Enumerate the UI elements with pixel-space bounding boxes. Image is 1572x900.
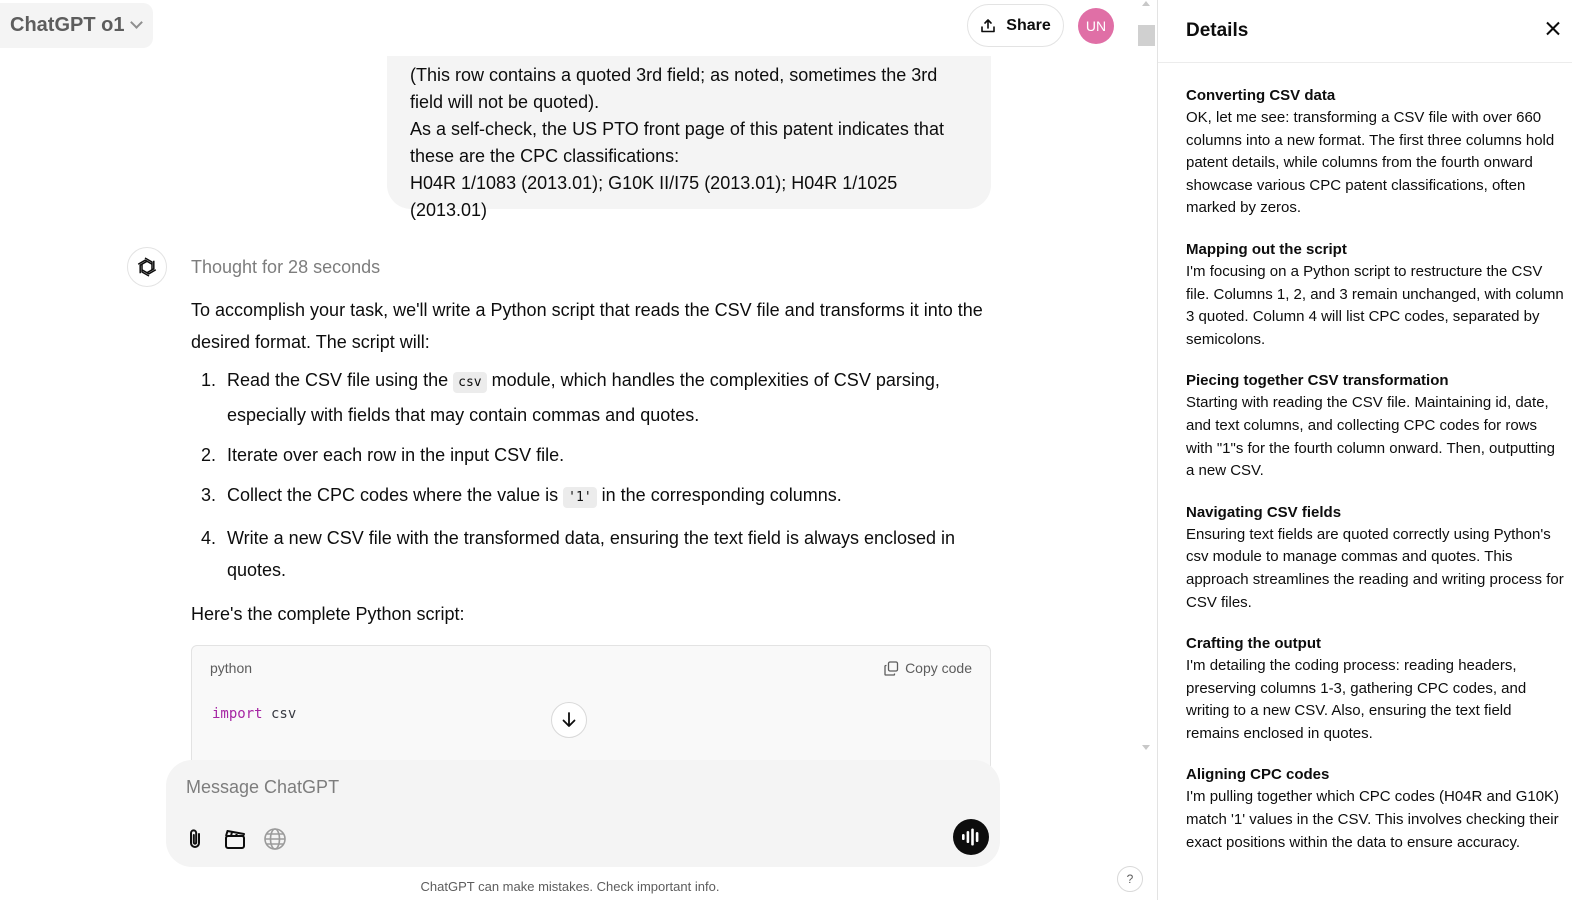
list-item-text: module, which handles the complexities of CSV parsing, especially with fields that may contain commas and quotes. bbox=[227, 370, 940, 425]
list-item-text: Iterate over each row in the input CSV file. bbox=[227, 445, 565, 465]
reasoning-steps bbox=[1186, 85, 1564, 873]
share-label: Share bbox=[1006, 16, 1051, 34]
chevron-down-icon bbox=[131, 16, 144, 29]
answer-intro: To accomplish your task, we'll write a Python script that reads the CSV file and transforms it into the desired format. The script will: bbox=[191, 300, 983, 352]
arrow-down-icon bbox=[560, 711, 578, 729]
scrollbar[interactable] bbox=[1137, 0, 1157, 760]
model-label: ChatGPT o1 bbox=[10, 14, 125, 36]
inline-code: csv bbox=[453, 372, 486, 393]
canvas-tool-button[interactable] bbox=[220, 824, 250, 854]
list-item bbox=[191, 522, 991, 586]
list-item-text: Collect the CPC codes where the value is bbox=[227, 485, 564, 505]
reasoning-step-text: OK, let me see: transforming a CSV file with over 660 columns into a new format. The first three columns hold patent details, while columns from the fourth onward showcase various CPC patent classifications, often marked by zeros. bbox=[1186, 109, 1555, 217]
code-content bbox=[192, 690, 990, 738]
reasoning-step bbox=[1186, 370, 1564, 482]
avatar[interactable]: UN bbox=[1078, 8, 1114, 44]
paperclip-icon bbox=[184, 827, 206, 851]
reasoning-step bbox=[1186, 633, 1564, 745]
clapperboard-icon bbox=[224, 828, 246, 850]
reasoning-step bbox=[1186, 239, 1564, 351]
details-title: Details bbox=[1186, 20, 1249, 41]
script-intro: Here's the complete Python script: bbox=[191, 604, 465, 624]
message-composer bbox=[166, 760, 1000, 867]
reasoning-step-text: Starting with reading the CSV file. Maintaining id, date, and text columns, and collecting CPC codes for rows with "1"s for the fourth column onward. Then, outputting a new CSV. bbox=[1186, 394, 1555, 480]
reasoning-step-title: Mapping out the script bbox=[1186, 240, 1347, 258]
copy-code-button[interactable] bbox=[884, 660, 972, 676]
share-icon bbox=[980, 18, 996, 34]
inline-code: '1' bbox=[563, 487, 596, 508]
reasoning-step-text: Ensuring text fields are quoted correctly using Python's csv module to manage commas and quotes. This approach streamlines the reading and writing process for CSV files. bbox=[1186, 525, 1564, 611]
user-message-line: H04R 1/1083 (2013.01); G10K II/I75 (2013.01); H04R 1/1025 (2013.01) bbox=[410, 173, 898, 220]
model-selector[interactable] bbox=[0, 3, 153, 48]
user-message-line: field will not be quoted). bbox=[410, 92, 600, 112]
details-panel bbox=[1157, 0, 1572, 900]
disclaimer-text: ChatGPT can make mistakes. Check important info. bbox=[420, 879, 720, 894]
list-item-text: in the corresponding columns. bbox=[596, 485, 842, 505]
assistant-answer bbox=[191, 294, 991, 630]
close-icon[interactable] bbox=[1542, 18, 1564, 40]
reasoning-step bbox=[1186, 85, 1564, 220]
thought-duration-toggle[interactable]: Thought for 28 seconds bbox=[191, 257, 381, 277]
reasoning-step-text: I'm pulling together which CPC codes (H04R and G10K) match '1' values in the CSV. This involves checking their exact positions within the data to ensure accuracy. bbox=[1186, 788, 1560, 851]
reasoning-step bbox=[1186, 764, 1564, 854]
reasoning-step-title: Crafting the output bbox=[1186, 635, 1321, 653]
scrollbar-thumb[interactable] bbox=[1138, 25, 1155, 46]
reasoning-step-title: Piecing together CSV transformation bbox=[1186, 372, 1449, 390]
reasoning-step-title: Converting CSV data bbox=[1186, 87, 1336, 104]
scroll-down-arrow-icon[interactable] bbox=[1142, 745, 1150, 750]
list-item bbox=[191, 439, 991, 471]
list-item-number: 1. bbox=[201, 370, 217, 390]
details-header bbox=[1158, 0, 1572, 63]
reasoning-step bbox=[1186, 502, 1564, 614]
copy-icon bbox=[884, 661, 899, 676]
code-text: csv bbox=[262, 706, 297, 722]
list-item-number: 4. bbox=[201, 528, 217, 548]
list-item-number: 2. bbox=[201, 445, 217, 465]
share-button[interactable] bbox=[967, 4, 1064, 47]
list-item-text: Read the CSV file using the bbox=[227, 370, 454, 390]
web-search-button[interactable] bbox=[260, 824, 290, 854]
help-button[interactable]: ? bbox=[1117, 866, 1143, 892]
code-block bbox=[191, 645, 991, 775]
scroll-to-bottom-button[interactable] bbox=[551, 702, 587, 738]
reasoning-step-title: Aligning CPC codes bbox=[1186, 766, 1330, 784]
globe-icon bbox=[263, 827, 287, 851]
code-language-label: python bbox=[210, 660, 253, 676]
user-message-bubble bbox=[387, 56, 991, 220]
scroll-up-arrow-icon[interactable] bbox=[1142, 1, 1150, 6]
voice-waveform-icon bbox=[961, 828, 981, 846]
voice-mode-button[interactable] bbox=[953, 819, 989, 855]
code-block-header bbox=[192, 646, 990, 690]
user-message-line: (This row contains a quoted 3rd field; as noted, sometimes the 3rd bbox=[410, 65, 938, 85]
user-message-line: these are the CPC classifications: bbox=[410, 146, 680, 166]
answer-steps-list bbox=[191, 364, 991, 586]
message-input[interactable] bbox=[186, 772, 886, 802]
reasoning-step-title: Navigating CSV fields bbox=[1186, 503, 1342, 521]
code-keyword: import bbox=[212, 706, 263, 722]
reasoning-step-text: I'm detailing the coding process: reading headers, preserving columns 1-3, gathering CPC codes, and writing to a new CSV. Also, ensuring the text field remains enclosed in quotes. bbox=[1186, 657, 1527, 742]
openai-logo-icon bbox=[127, 247, 167, 287]
list-item bbox=[191, 479, 991, 514]
attach-button[interactable] bbox=[180, 824, 210, 854]
reasoning-step-text: I'm focusing on a Python script to restructure the CSV file. Columns 1, 2, and 3 remain unchanged, with column 3 quoted. Column 4 will list CPC codes, separated by semicolons. bbox=[1186, 262, 1564, 348]
copy-code-label: Copy code bbox=[905, 660, 972, 676]
user-message-line: As a self-check, the US PTO front page of this patent indicates that bbox=[410, 119, 944, 139]
list-item-text: Write a new CSV file with the transformed data, ensuring the text field is always enclosed in quotes. bbox=[227, 528, 956, 580]
list-item bbox=[191, 364, 991, 431]
list-item-number: 3. bbox=[201, 485, 217, 505]
